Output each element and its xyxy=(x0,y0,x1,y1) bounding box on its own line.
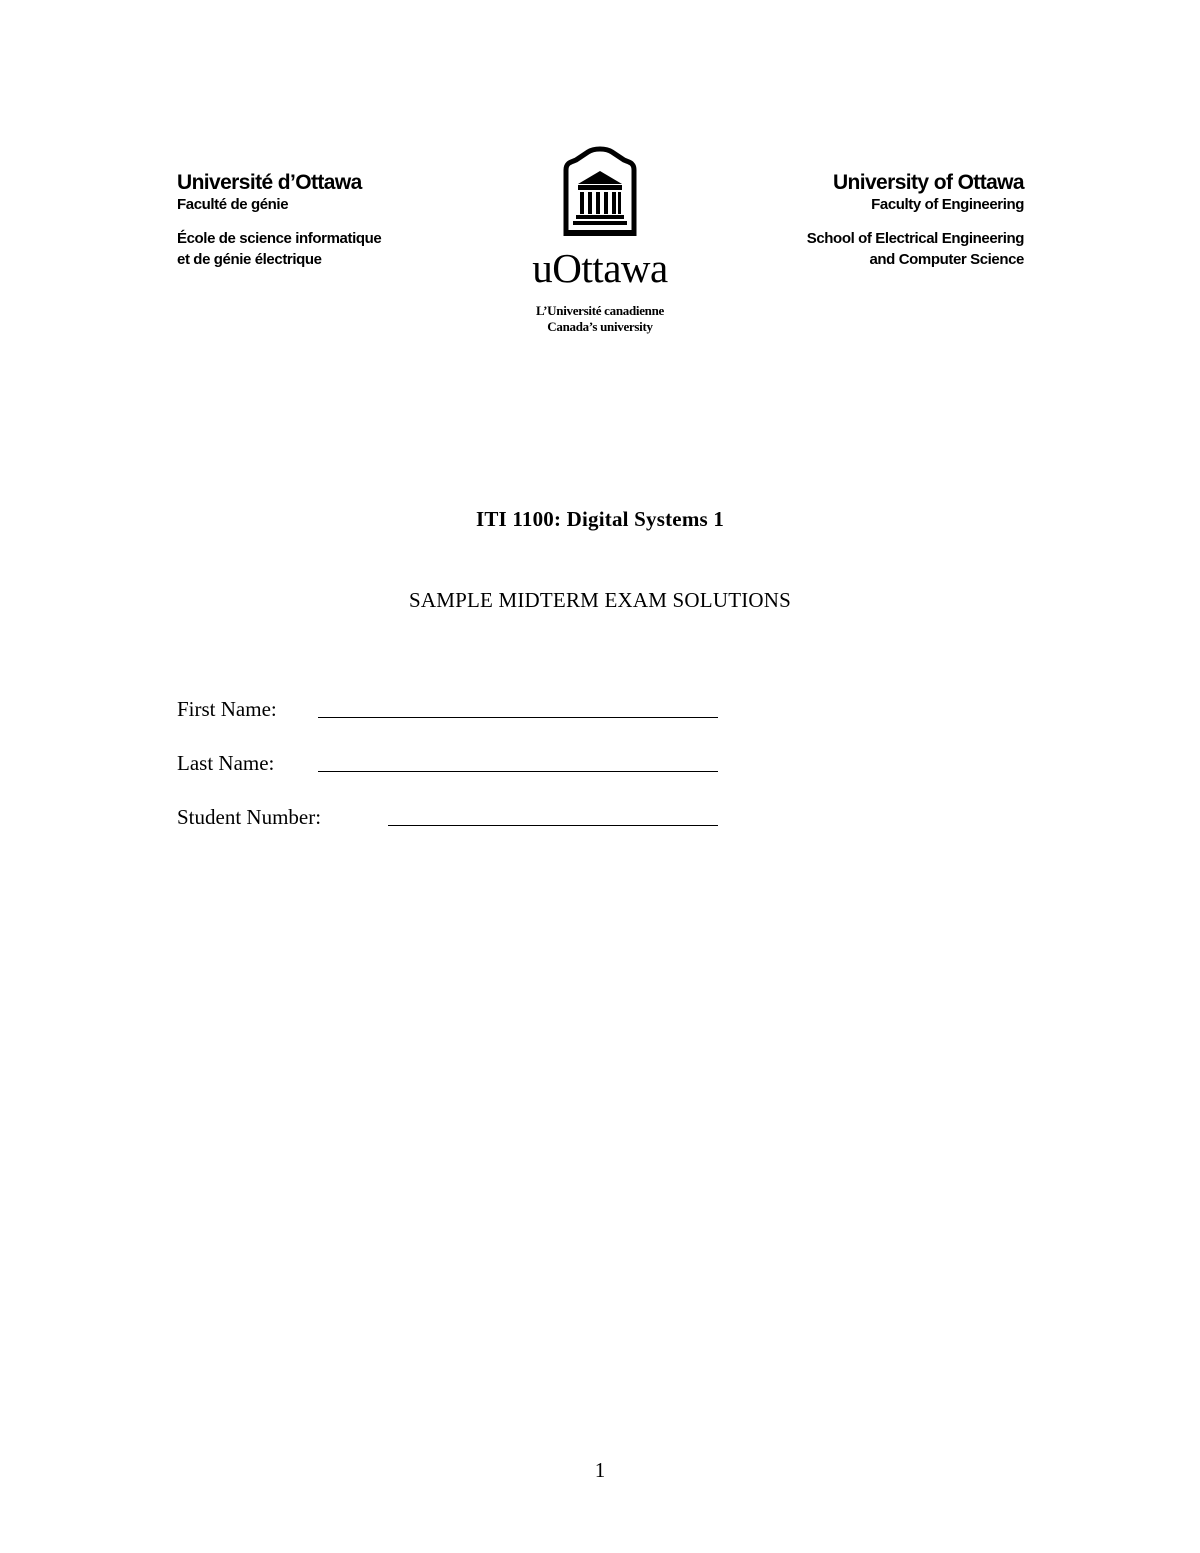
school-name-en-line1: School of Electrical Engineering xyxy=(806,230,1024,247)
school-name-fr-line2: et de génie électrique xyxy=(177,251,322,268)
uottawa-logo xyxy=(500,146,700,335)
header-french xyxy=(177,170,507,270)
university-name-fr: Université d’Ottawa xyxy=(177,171,362,194)
course-title: ITI 1100: Digital Systems 1 xyxy=(475,507,725,531)
first-name-label: First Name: xyxy=(177,697,277,721)
last-name-label: Last Name: xyxy=(177,751,275,775)
school-name-fr-line1: École de science informatique xyxy=(177,230,382,247)
page-number: 1 xyxy=(594,1458,606,1482)
student-number-field xyxy=(177,805,722,831)
school-name-fr xyxy=(177,228,507,270)
student-number-blank-line xyxy=(388,825,718,826)
last-name-field xyxy=(177,751,722,777)
school-name-en xyxy=(694,228,1024,270)
student-number-label: Student Number: xyxy=(177,805,322,829)
tagline-fr: L’Université canadienne xyxy=(535,303,665,318)
logo-tagline xyxy=(500,303,700,335)
faculty-name-fr: Faculté de génie xyxy=(177,196,289,213)
exam-title: SAMPLE MIDTERM EXAM SOLUTIONS xyxy=(408,588,792,612)
school-name-en-line2: and Computer Science xyxy=(869,251,1024,268)
header-english xyxy=(694,170,1024,270)
first-name-field xyxy=(177,697,722,723)
logo-wordmark: uOttawa xyxy=(532,245,668,291)
faculty-name-en: Faculty of Engineering xyxy=(871,196,1024,213)
university-name-en: University of Ottawa xyxy=(832,171,1024,194)
last-name-blank-line xyxy=(318,771,718,772)
tagline-en: Canada’s university xyxy=(547,319,653,334)
first-name-blank-line xyxy=(318,717,718,718)
university-building-icon xyxy=(560,146,640,238)
